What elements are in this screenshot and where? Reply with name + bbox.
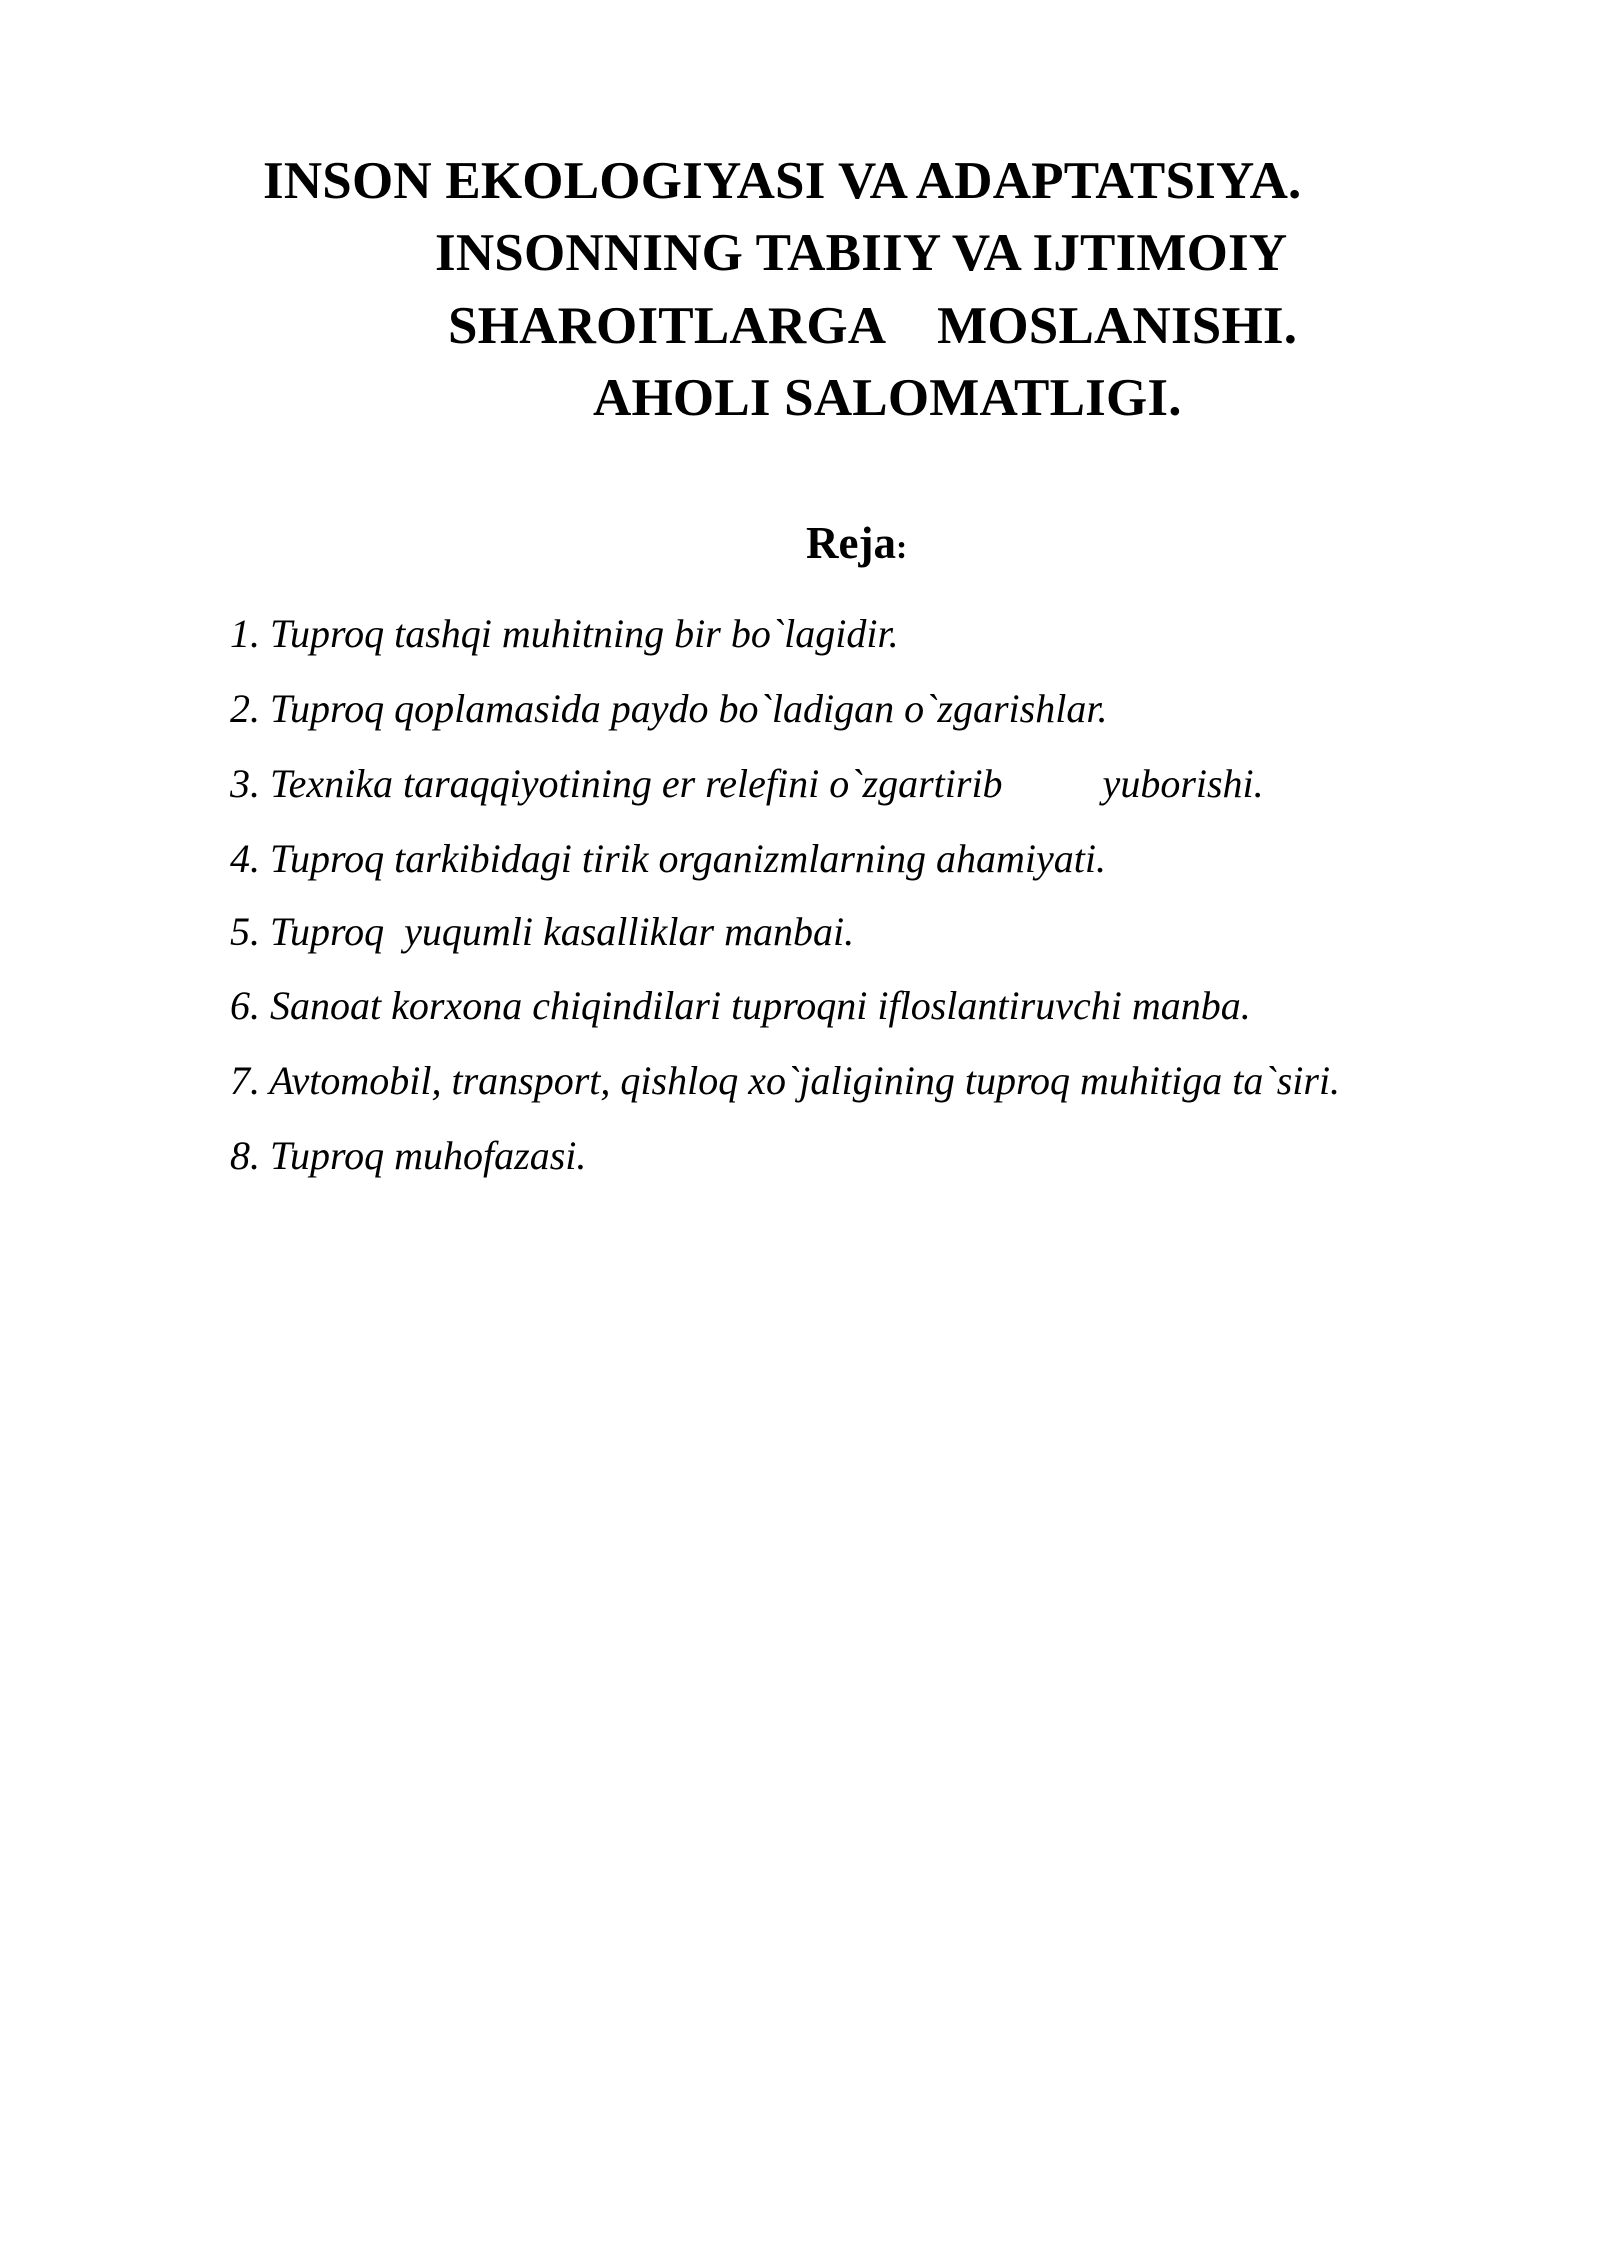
plan-heading xyxy=(806,516,907,575)
plan-item: 8. Tuproq muhofazasi. xyxy=(230,1133,587,1178)
plan-item: 7. Avtomobil, transport, qishloq xo`jaligining tuproq muhitiga ta`siri. xyxy=(230,1058,1341,1103)
title-line: INSON EKOLOGIYASI VA ADAPTATSIYA. xyxy=(263,152,1302,210)
plan-heading-colon: : xyxy=(895,529,908,566)
title-line: INSONNING TABIIY VA IJTIMOIY xyxy=(435,224,1288,282)
plan-item: 2. Tuproq qoplamasida paydo bo`ladigan o`zgarishlar. xyxy=(230,686,1108,731)
plan-item: 1. Tuproq tashqi muhitning bir bo`lagidir. xyxy=(230,611,899,656)
title-line: SHAROITLARGA MOSLANISHI. xyxy=(448,297,1298,355)
plan-heading-text: Reja xyxy=(806,518,896,568)
plan-item: 3. Texnika taraqqiyotining er relefini o`zgartirib yuborishi. xyxy=(230,761,1264,806)
plan-item: 6. Sanoat korxona chiqindilari tuproqni ifloslantiruvchi manba. xyxy=(230,983,1251,1028)
plan-item: 4. Tuproq tarkibidagi tirik organizmlarning ahamiyati. xyxy=(230,836,1106,881)
plan-item: 5. Tuproq yuqumli kasalliklar manbai. xyxy=(230,909,855,954)
title-line: AHOLI SALOMATLIGI. xyxy=(593,369,1182,427)
